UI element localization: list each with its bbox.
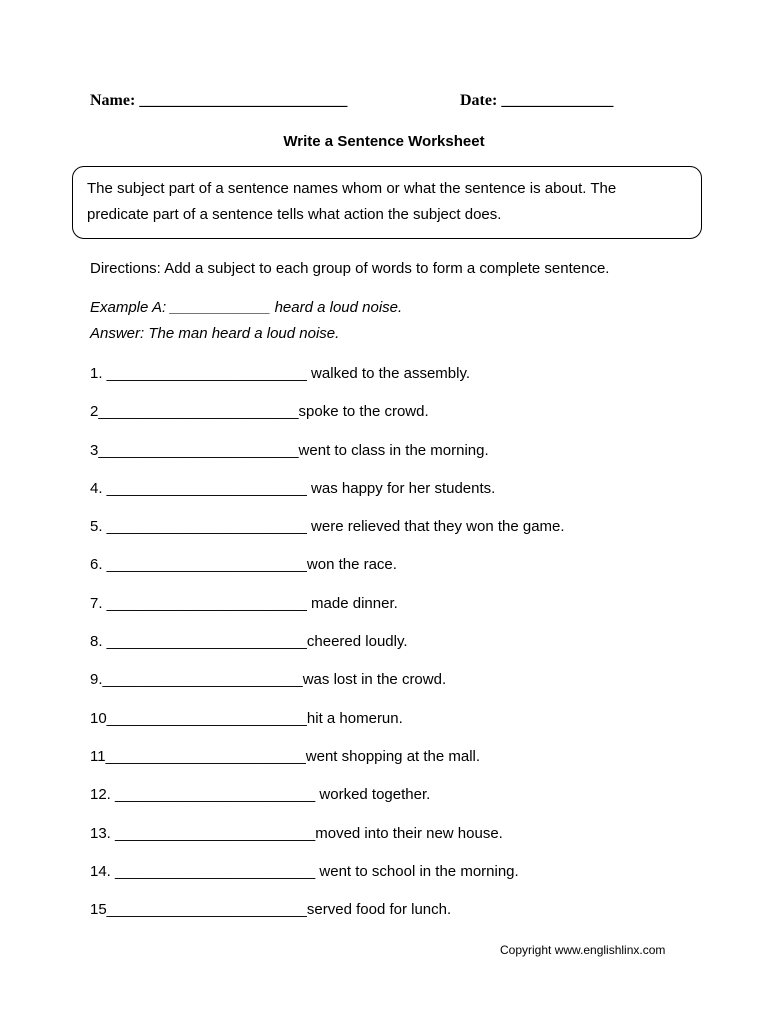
name-date-header [90, 92, 650, 118]
exercise-item-13: 13. ________________________moved into their new house. [90, 824, 503, 842]
definition-line-1: The subject part of a sentence names whom or what the sentence is about. The [87, 180, 617, 197]
name-line: Name: __________________________ [90, 92, 348, 109]
exercise-item-15: 15________________________served food for lunch. [90, 901, 452, 919]
exercise-item-11: 11________________________went shopping at the mall. [90, 747, 481, 765]
copyright-notice: Copyright www.englishlinx.com [500, 943, 666, 957]
exercise-item-12: 12. ________________________ worked together. [90, 786, 431, 804]
exercise-item-7: 7. ________________________ made dinner. [90, 594, 398, 612]
exercise-item-9: 9.________________________was lost in the crowd. [90, 671, 447, 689]
exercise-item-14: 14. ________________________ went to school in the morning. [90, 862, 519, 880]
exercise-item-4: 4. ________________________ was happy for her students. [90, 479, 496, 497]
example-answer: Answer: The man heard a loud noise. [90, 325, 340, 342]
definition-line-2: predicate part of a sentence tells what action the subject does. [87, 206, 502, 223]
exercise-item-3: 3________________________went to class in the morning. [90, 441, 489, 459]
date-line: Date: ______________ [460, 92, 614, 109]
worksheet-title: Write a Sentence Worksheet [283, 133, 485, 150]
directions-text: Directions: Add a subject to each group of words to form a complete sentence. [90, 260, 610, 277]
exercise-item-10: 10________________________hit a homerun. [90, 709, 403, 727]
definition-box [72, 166, 702, 239]
exercise-list [90, 364, 710, 938]
exercise-item-1: 1. ________________________ walked to the assembly. [90, 365, 471, 382]
exercise-item-6: 6. ________________________won the race. [90, 556, 397, 574]
exercise-item-8: 8. ________________________cheered loudly. [90, 633, 408, 651]
exercise-item-5: 5. ________________________ were relieved that they won the game. [90, 518, 565, 536]
exercise-item-2: 2________________________spoke to the crowd. [90, 403, 429, 421]
example-question: Example A: ____________ heard a loud noise. [90, 299, 403, 316]
